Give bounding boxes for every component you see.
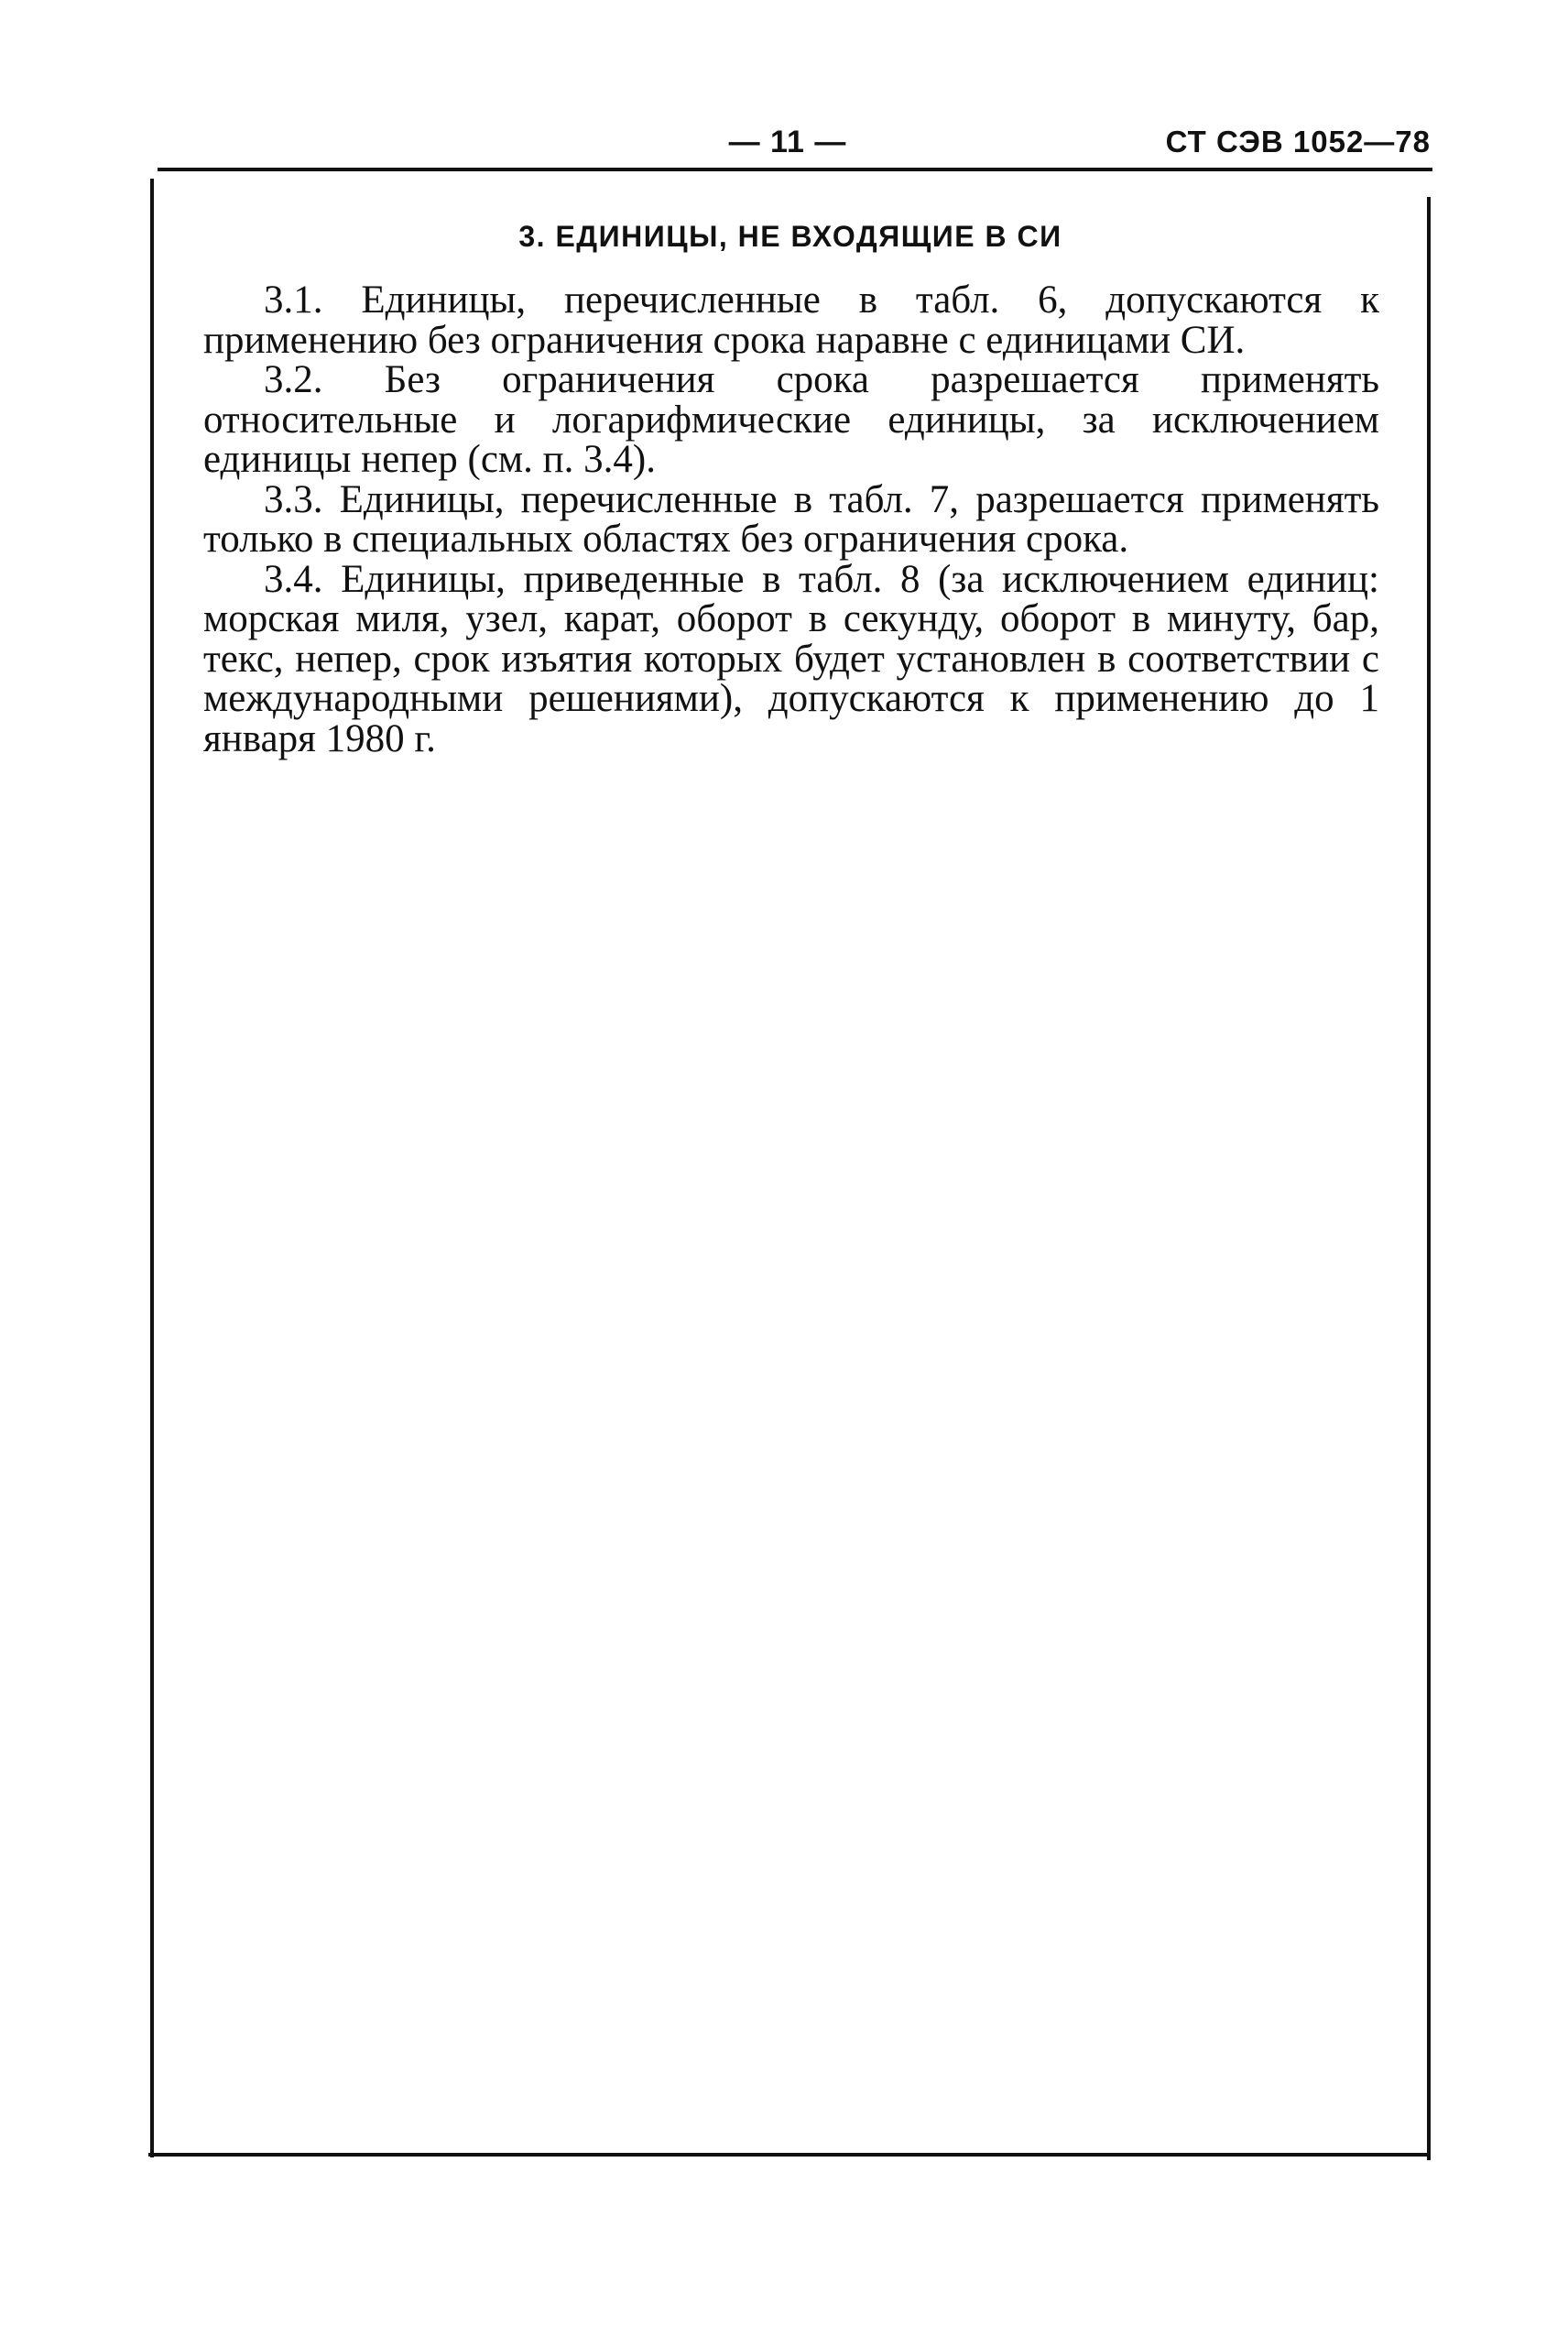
frame-left-border (150, 179, 154, 2157)
paragraph-3-4: 3.4. Единицы, приведенные в табл. 8 (за исключением единиц: морская миля, узел, карат, оборот в секунду, оборот в минуту, бар, текс, непер, срок изъятия которых будет установлен в соответствии с международными решениями), допускаются к применению до 1 января 1980 г. (203, 557, 1379, 760)
page-number: — 11 — (728, 125, 847, 159)
footer-rule (148, 2153, 1431, 2157)
paragraph-3-1: 3.1. Единицы, перечисленные в табл. 6, допускаются к применению без ограничения срока наравне с единицами СИ. (203, 278, 1379, 362)
section-body (203, 280, 1379, 759)
paragraph-3-2: 3.2. Без ограничения срока разрешается применять относительные и логарифмические единицы, за исключением единицы непер (см. п. 3.4). (203, 358, 1379, 481)
header-rule (158, 168, 1432, 171)
standard-code: СТ СЭВ 1052—78 (1165, 125, 1431, 158)
section-heading: 3. ЕДИНИЦЫ, НЕ ВХОДЯЩИЕ В СИ (518, 220, 1062, 253)
frame-right-border (1427, 197, 1431, 2160)
paragraph-3-3: 3.3. Единицы, перечисленные в табл. 7, разрешается применять только в специальных областях без ограничения срока. (203, 477, 1379, 561)
